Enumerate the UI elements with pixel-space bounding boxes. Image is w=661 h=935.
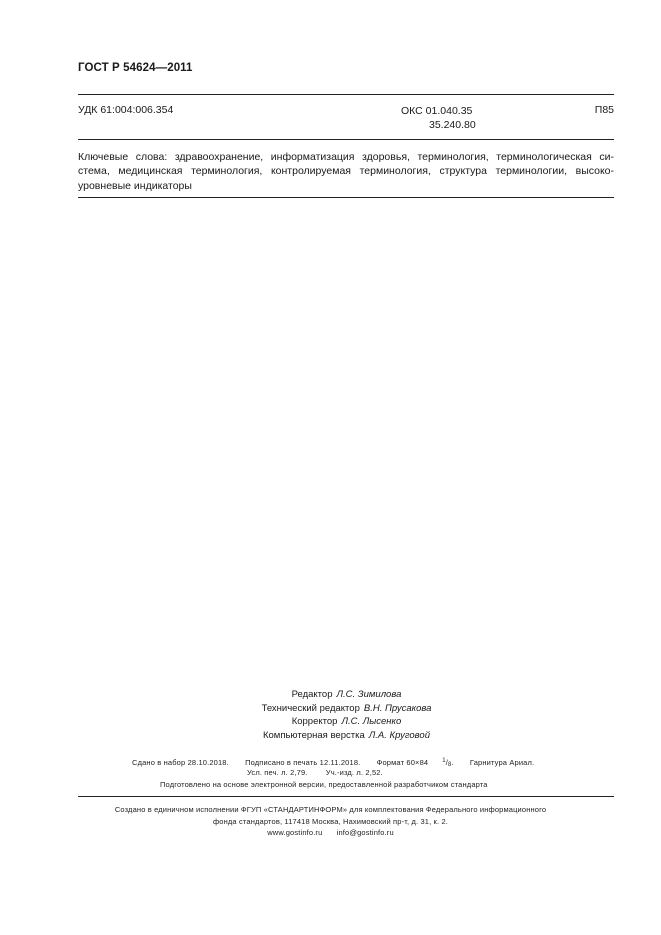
credit-corrector: Корректор Л.С. Лысенко (291, 716, 402, 727)
udk-code: УДК 61:004:006.354 (78, 104, 174, 116)
publisher-sheets: Уч.-изд. л. 2,52. (325, 768, 383, 777)
keywords-line-2: стема, медицинская терминология, контролируемая терминология, структура терминологии, высоко- (78, 165, 614, 178)
oks-code (401, 104, 476, 132)
website-link[interactable]: www.gostinfo.ru (267, 828, 323, 837)
credit-layout: Компьютерная верстка Л.А. Круговой (262, 729, 430, 741)
oks-line-2: 35.240.80 (429, 119, 476, 131)
footer-line-1: Создано в единичном исполнении ФГУП «СТАНДАРТИНФОРМ» для комплектования Федерального информационного (114, 805, 547, 814)
print-format: Формат 60×84 $^1/_8$. (376, 758, 454, 768)
signed-date: Подписано в печать 12.11.2018. (245, 758, 361, 767)
top-divider (78, 94, 614, 95)
footer-contacts (0, 827, 661, 839)
oks-line-1: ОКС 01.040.35 (401, 105, 473, 117)
credit-editor: Редактор Л.С. Зимилова (291, 689, 402, 700)
standard-code: ГОСТ Р 54624—2011 (78, 62, 193, 74)
prepared-note: Подготовлено на основе электронной версии, предоставленной разработчиком стандарта (160, 780, 488, 789)
keywords-paragraph (78, 150, 614, 193)
footer-line-2: фонда стандартов, 117418 Москва, Нахимовский пр-т, д. 31, к. 2. (212, 817, 449, 826)
submitted-date: Сдано в набор 28.10.2018. (132, 758, 229, 767)
group-code: П85 (594, 104, 614, 116)
credits-block (0, 688, 661, 742)
footer-divider (78, 796, 614, 797)
print-info-line-2 (247, 767, 399, 779)
keywords-divider (78, 197, 614, 198)
print-sheets: Усл. печ. л. 2,79. (247, 768, 308, 777)
typeface: Гарнитура Ариал. (469, 758, 535, 767)
email-link[interactable]: info@gostinfo.ru (336, 828, 394, 837)
credit-tech-editor: Технический редактор В.Н. Прусакова (261, 702, 432, 714)
keywords-line-1: Ключевые слова: здравоохранение, информатизация здоровья, терминология, терминологическая си- (78, 151, 614, 163)
keywords-line-3: уровневые индикаторы (78, 179, 192, 192)
classification-divider (78, 139, 614, 140)
